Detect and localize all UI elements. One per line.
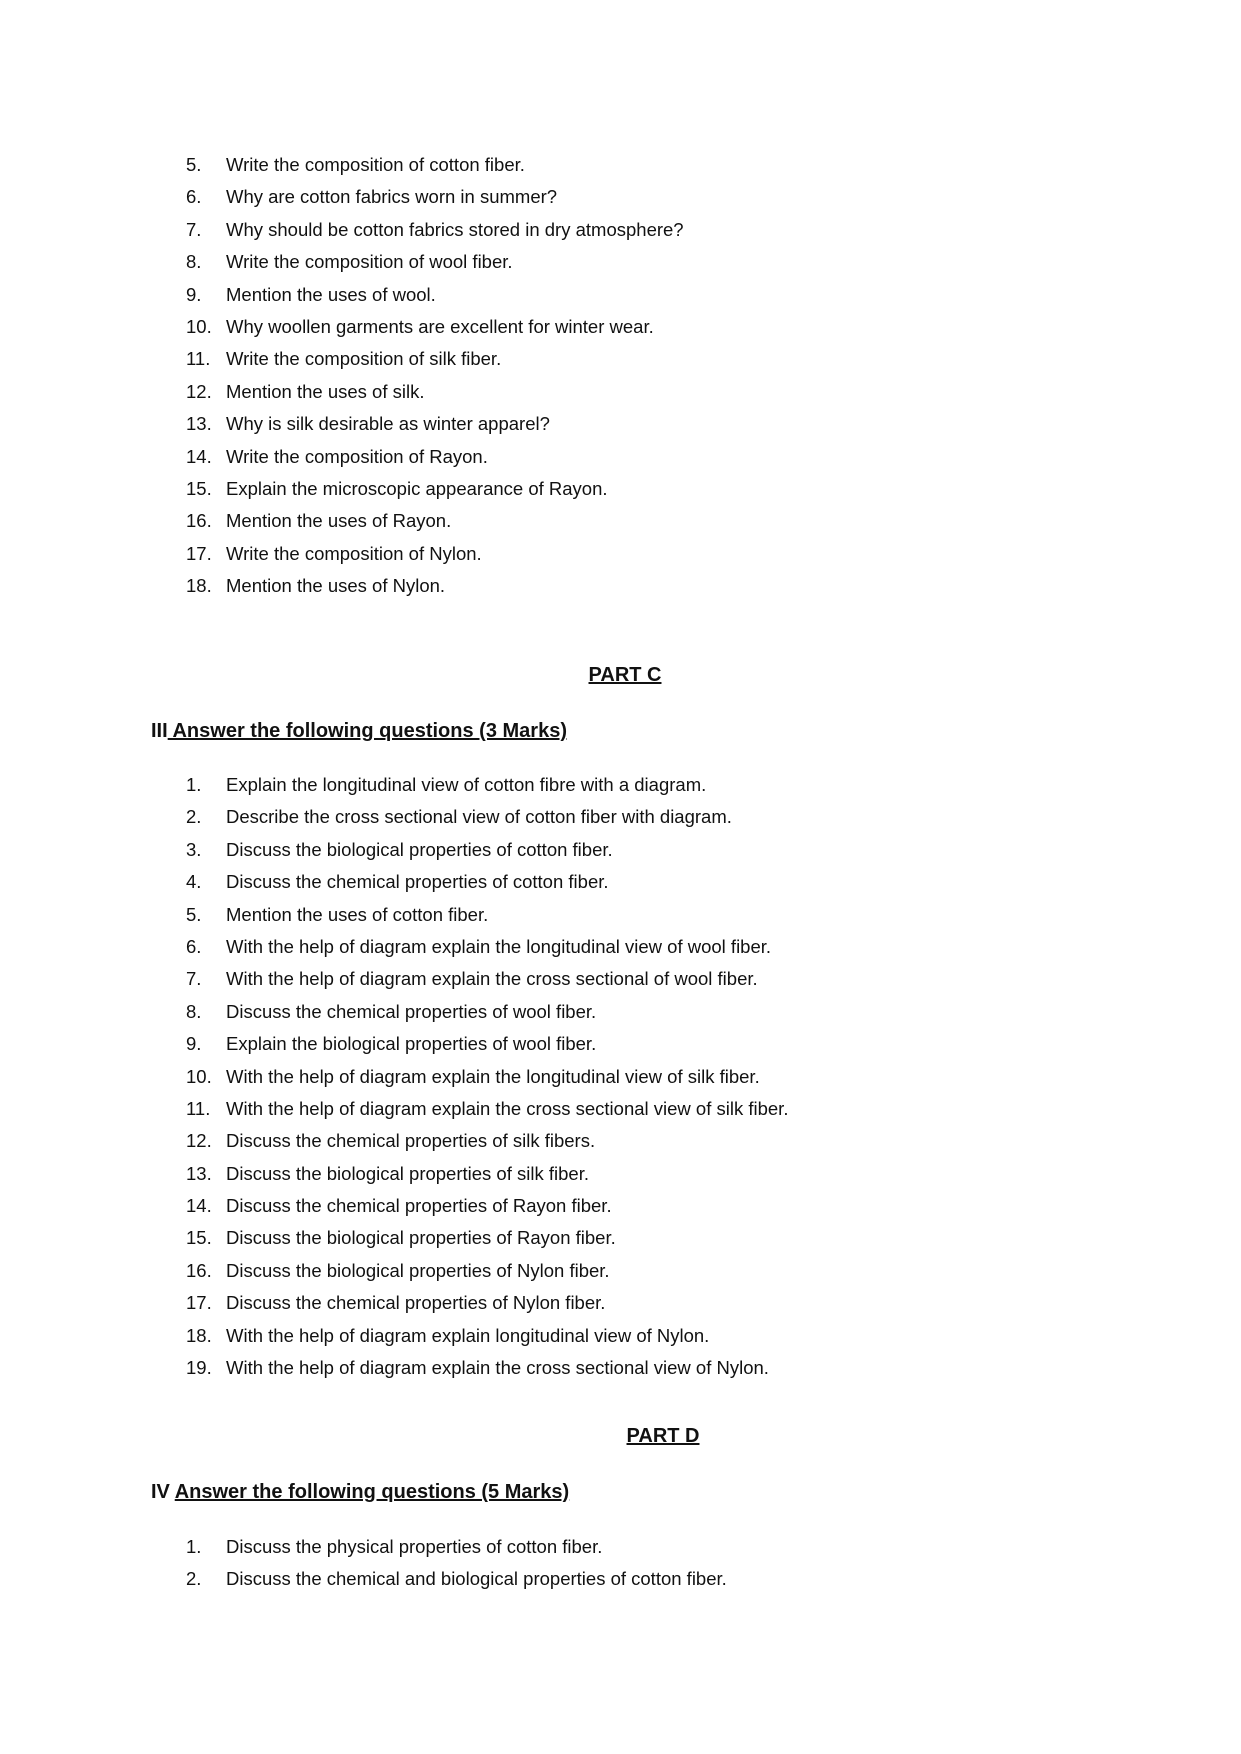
question-text: Discuss the chemical properties of Rayon fiber.: [226, 1195, 612, 1217]
question-text: Discuss the biological properties of cotton fiber.: [226, 838, 613, 860]
question-text: Discuss the chemical properties of cotton fiber.: [226, 871, 609, 893]
question-text: Explain the microscopic appearance of Rayon.: [226, 477, 608, 499]
question-number: 2.: [186, 1568, 202, 1590]
question-number: 10.: [186, 1065, 212, 1087]
question-number: 7.: [186, 218, 202, 240]
question-text: Mention the uses of Nylon.: [226, 575, 446, 597]
question-number: 8.: [186, 251, 202, 273]
question-number: 1.: [186, 1536, 202, 1557]
question-number: 9.: [186, 1033, 202, 1055]
question-text: Write the composition of cotton fiber.: [226, 154, 525, 175]
question-number: 19.: [186, 1357, 212, 1379]
question-number: 13.: [186, 413, 212, 435]
part-d-heading: [151, 1480, 569, 1504]
question-text: Mention the uses of cotton fiber.: [226, 903, 489, 925]
question-text: Describe the cross sectional view of cotton fiber with diagram.: [226, 806, 732, 828]
question-number: 9.: [186, 283, 202, 305]
question-number: 10.: [186, 315, 212, 337]
question-text: Why is silk desirable as winter apparel?: [226, 413, 550, 435]
question-number: 16.: [186, 1259, 212, 1281]
question-text: Discuss the chemical properties of silk fibers.: [226, 1130, 596, 1152]
part-d-title: PART D: [626, 1425, 700, 1447]
question-text: Discuss the chemical properties of wool fiber.: [226, 1000, 597, 1022]
question-number: 6.: [186, 186, 202, 208]
question-text: Why are cotton fabrics worn in summer?: [226, 186, 558, 208]
question-number: 18.: [186, 575, 212, 597]
question-text: Explain the longitudinal view of cotton fibre with a diagram.: [226, 774, 707, 795]
question-text: Why should be cotton fabrics stored in dry atmosphere?: [226, 218, 684, 240]
question-number: 11.: [186, 348, 211, 370]
question-number: 5.: [186, 903, 202, 925]
question-number: 8.: [186, 1000, 202, 1022]
question-text: Write the composition of Nylon.: [226, 542, 482, 564]
question-text: Write the composition of Rayon.: [226, 445, 488, 467]
question-number: 2.: [186, 806, 202, 828]
question-text: With the help of diagram explain longitudinal view of Nylon.: [226, 1324, 710, 1346]
part-c-heading: [151, 719, 567, 743]
question-number: 7.: [186, 968, 202, 990]
question-text: With the help of diagram explain the longitudinal view of wool fiber.: [226, 935, 772, 957]
question-number: 13.: [186, 1162, 212, 1184]
question-number: 14.: [186, 445, 212, 467]
question-text: With the help of diagram explain the cross sectional view of silk fiber.: [226, 1097, 789, 1119]
question-text: Explain the biological properties of wool fiber.: [226, 1033, 597, 1055]
part-c-heading-number: III: [151, 720, 168, 742]
question-text: Discuss the physical properties of cotton fiber.: [226, 1536, 603, 1557]
question-text: Discuss the chemical and biological properties of cotton fiber.: [226, 1568, 727, 1590]
question-text: Discuss the biological properties of silk fiber.: [226, 1162, 589, 1184]
question-number: 17.: [186, 542, 212, 564]
part-d-heading-text: Answer the following questions (5 Marks): [174, 1481, 570, 1503]
question-number: 12.: [186, 1130, 212, 1152]
question-text: With the help of diagram explain the cross sectional view of Nylon.: [226, 1357, 769, 1379]
question-number: 6.: [186, 935, 202, 957]
question-text: Mention the uses of Rayon.: [226, 510, 452, 532]
question-number: 18.: [186, 1324, 212, 1346]
question-text: With the help of diagram explain the longitudinal view of silk fiber.: [226, 1065, 760, 1087]
question-text: Write the composition of wool fiber.: [226, 251, 513, 273]
question-number: 17.: [186, 1292, 212, 1314]
question-text: Discuss the biological properties of Nylon fiber.: [226, 1259, 610, 1281]
question-number: 15.: [186, 477, 212, 499]
question-number: 14.: [186, 1195, 212, 1217]
question-number: 5.: [186, 154, 202, 175]
question-number: 1.: [186, 774, 202, 795]
question-text: Why woollen garments are excellent for winter wear.: [226, 315, 654, 337]
question-text: Discuss the biological properties of Rayon fiber.: [226, 1227, 616, 1249]
question-text: Write the composition of silk fiber.: [226, 348, 502, 370]
question-number: 12.: [186, 380, 212, 402]
question-text: Mention the uses of silk.: [226, 380, 425, 402]
part-d-heading-number: IV: [151, 1481, 175, 1503]
question-text: Discuss the chemical properties of Nylon fiber.: [226, 1292, 606, 1314]
question-number: 16.: [186, 510, 212, 532]
question-text: Mention the uses of wool.: [226, 283, 436, 305]
part-c-heading-text: Answer the following questions (3 Marks): [167, 720, 567, 742]
question-text: With the help of diagram explain the cross sectional of wool fiber.: [226, 968, 758, 990]
question-number: 3.: [186, 838, 202, 860]
question-number: 11.: [186, 1097, 211, 1119]
question-number: 4.: [186, 871, 202, 893]
part-c-title: PART C: [588, 664, 662, 686]
question-number: 15.: [186, 1227, 212, 1249]
